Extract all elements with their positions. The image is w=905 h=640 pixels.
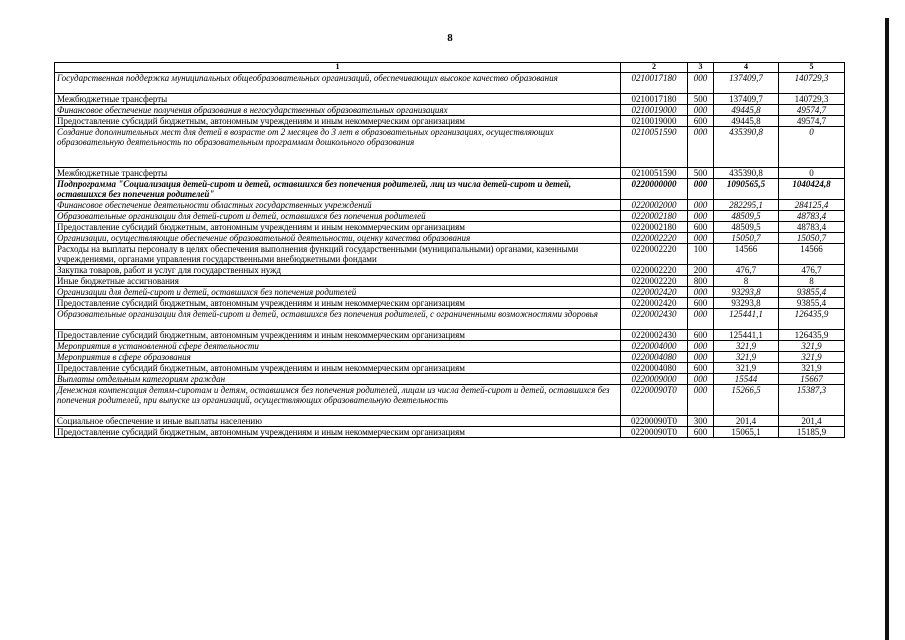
- table-row: [55, 309, 845, 330]
- row-value1-cell: 1090565,5: [714, 179, 779, 200]
- table-header-row: [55, 63, 845, 73]
- table-body: [55, 73, 845, 438]
- table-row: [55, 363, 845, 374]
- row-code-cell: 0210017180: [621, 94, 688, 105]
- row-value1-cell: 48509,5: [714, 222, 779, 233]
- row-value1-cell: 137409,7: [714, 94, 779, 105]
- row-code-cell: 0210017180: [621, 73, 688, 94]
- row-value2-cell: 321,9: [779, 341, 845, 352]
- row-type-cell: 800: [688, 276, 714, 287]
- table-row: [55, 211, 845, 222]
- row-value1-cell: 476,7: [714, 265, 779, 276]
- row-value1-cell: 125441,1: [714, 309, 779, 330]
- table-row: [55, 287, 845, 298]
- row-name-cell: Предоставление субсидий бюджетным, автономным учреждениям и иным некоммерческим организациям: [55, 116, 621, 127]
- table-row: [55, 265, 845, 276]
- row-value2-cell: 476,7: [779, 265, 845, 276]
- row-code-cell: 0220002420: [621, 298, 688, 309]
- table-row: [55, 330, 845, 341]
- row-code-cell: 0220002430: [621, 330, 688, 341]
- row-code-cell: 0210019000: [621, 105, 688, 116]
- row-value1-cell: 435390,8: [714, 127, 779, 168]
- row-code-cell: 0220004080: [621, 363, 688, 374]
- row-type-cell: 000: [688, 233, 714, 244]
- table-row: [55, 244, 845, 265]
- column-header-1: 1: [55, 63, 621, 73]
- table-row: [55, 94, 845, 105]
- row-value2-cell: 15050,7: [779, 233, 845, 244]
- row-type-cell: 600: [688, 222, 714, 233]
- row-type-cell: 000: [688, 309, 714, 330]
- table-row: [55, 276, 845, 287]
- row-type-cell: 000: [688, 127, 714, 168]
- row-code-cell: 0210051590: [621, 127, 688, 168]
- row-type-cell: 000: [688, 105, 714, 116]
- row-value1-cell: 282295,1: [714, 200, 779, 211]
- row-name-cell: Предоставление субсидий бюджетным, автономным учреждениям и иным некоммерческим организациям: [55, 330, 621, 341]
- row-value1-cell: 321,9: [714, 363, 779, 374]
- row-code-cell: 0210051590: [621, 168, 688, 179]
- row-type-cell: 000: [688, 374, 714, 385]
- row-value1-cell: 93293,8: [714, 298, 779, 309]
- row-value1-cell: 48509,5: [714, 211, 779, 222]
- row-name-cell: Мероприятия в сфере образования: [55, 352, 621, 363]
- row-value1-cell: 49445,8: [714, 116, 779, 127]
- table-row: [55, 168, 845, 179]
- row-name-cell: Предоставление субсидий бюджетным, автономным учреждениям и иным некоммерческим организациям: [55, 427, 621, 438]
- row-name-cell: Выплаты отдельным категориям граждан: [55, 374, 621, 385]
- row-type-cell: 000: [688, 287, 714, 298]
- row-name-cell: Межбюджетные трансферты: [55, 168, 621, 179]
- row-value2-cell: 0: [779, 168, 845, 179]
- row-type-cell: 200: [688, 265, 714, 276]
- table-row: [55, 222, 845, 233]
- row-code-cell: 02200090Т0: [621, 416, 688, 427]
- row-value2-cell: 140729,3: [779, 73, 845, 94]
- row-value1-cell: 15050,7: [714, 233, 779, 244]
- row-type-cell: 300: [688, 416, 714, 427]
- row-name-cell: Расходы на выплаты персоналу в целях обеспечения выполнения функций государственными (муниципальными) органами, казенными учреждениями, органами управления государственными внебюджетными фондами: [55, 244, 621, 265]
- row-type-cell: 600: [688, 363, 714, 374]
- row-value1-cell: 49445,8: [714, 105, 779, 116]
- row-name-cell: Государственная поддержка муниципальных общеобразовательных организаций, обеспечивающих высокое качество образования: [55, 73, 621, 94]
- row-name-cell: Закупка товаров, работ и услуг для государственных нужд: [55, 265, 621, 276]
- row-name-cell: Предоставление субсидий бюджетным, автономным учреждениям и иным некоммерческим организациям: [55, 222, 621, 233]
- row-value2-cell: 126435,9: [779, 330, 845, 341]
- row-type-cell: 000: [688, 211, 714, 222]
- row-type-cell: 000: [688, 200, 714, 211]
- row-code-cell: 0220002420: [621, 287, 688, 298]
- table-row: [55, 416, 845, 427]
- row-type-cell: 600: [688, 298, 714, 309]
- table-row: [55, 374, 845, 385]
- row-value1-cell: 15266,5: [714, 385, 779, 416]
- row-value2-cell: 49574,7: [779, 105, 845, 116]
- table-row: [55, 298, 845, 309]
- row-code-cell: 0220002220: [621, 276, 688, 287]
- row-code-cell: 0220004000: [621, 341, 688, 352]
- row-value1-cell: 15065,1: [714, 427, 779, 438]
- row-value2-cell: 93855,4: [779, 298, 845, 309]
- row-value2-cell: 0: [779, 127, 845, 168]
- row-value2-cell: 48783,4: [779, 222, 845, 233]
- row-value1-cell: 14566: [714, 244, 779, 265]
- row-name-cell: Финансовое обеспечение получения образования в негосударственных образовательных организациях: [55, 105, 621, 116]
- row-value1-cell: 321,9: [714, 341, 779, 352]
- row-code-cell: 0210019000: [621, 116, 688, 127]
- row-code-cell: 0220002430: [621, 309, 688, 330]
- row-value2-cell: 8: [779, 276, 845, 287]
- row-name-cell: Социальное обеспечение и иные выплаты населению: [55, 416, 621, 427]
- column-header-2: 2: [621, 63, 688, 73]
- row-name-cell: Образовательные организации для детей-сирот и детей, оставшихся без попечения родителей: [55, 211, 621, 222]
- row-value1-cell: 125441,1: [714, 330, 779, 341]
- row-value1-cell: 201,4: [714, 416, 779, 427]
- row-type-cell: 600: [688, 330, 714, 341]
- row-type-cell: 500: [688, 168, 714, 179]
- row-type-cell: 000: [688, 352, 714, 363]
- row-value2-cell: 126435,9: [779, 309, 845, 330]
- row-value2-cell: 140729,3: [779, 94, 845, 105]
- row-type-cell: 100: [688, 244, 714, 265]
- row-code-cell: 0220000000: [621, 179, 688, 200]
- row-code-cell: 0220002220: [621, 244, 688, 265]
- row-name-cell: Мероприятия в установленной сфере деятельности: [55, 341, 621, 352]
- row-value2-cell: 48783,4: [779, 211, 845, 222]
- row-value2-cell: 321,9: [779, 352, 845, 363]
- row-type-cell: 000: [688, 73, 714, 94]
- row-type-cell: 000: [688, 179, 714, 200]
- column-header-3: 3: [688, 63, 714, 73]
- table-row: [55, 73, 845, 94]
- table-row: [55, 116, 845, 127]
- row-value2-cell: 15387,3: [779, 385, 845, 416]
- row-name-cell: Иные бюджетные ассигнования: [55, 276, 621, 287]
- row-value2-cell: 284125,4: [779, 200, 845, 211]
- row-name-cell: Предоставление субсидий бюджетным, автономным учреждениям и иным некоммерческим организациям: [55, 363, 621, 374]
- row-type-cell: 000: [688, 341, 714, 352]
- page-number: 8: [447, 32, 453, 44]
- table-row: [55, 341, 845, 352]
- row-code-cell: 0220002000: [621, 200, 688, 211]
- table-row: [55, 105, 845, 116]
- row-type-cell: 500: [688, 94, 714, 105]
- row-value2-cell: 321,9: [779, 363, 845, 374]
- row-value2-cell: 15185,9: [779, 427, 845, 438]
- row-type-cell: 600: [688, 427, 714, 438]
- row-name-cell: Создание дополнительных мест для детей в возрасте от 2 месяцев до 3 лет в образовательных организациях, осуществляющих образовательную деятельность по образовательным программам дошкольного образования: [55, 127, 621, 168]
- table-row: [55, 127, 845, 168]
- row-value2-cell: 93855,4: [779, 287, 845, 298]
- table-row: [55, 233, 845, 244]
- budget-table: [54, 62, 845, 438]
- row-name-cell: Межбюджетные трансферты: [55, 94, 621, 105]
- row-value1-cell: 435390,8: [714, 168, 779, 179]
- row-value1-cell: 137409,7: [714, 73, 779, 94]
- column-header-5: 5: [779, 63, 845, 73]
- row-name-cell: Организации, осуществляющие обеспечение образовательной деятельности, оценку качества образования: [55, 233, 621, 244]
- row-value2-cell: 201,4: [779, 416, 845, 427]
- row-name-cell: Финансовое обеспечение деятельности областных государственных учреждений: [55, 200, 621, 211]
- row-name-cell: Предоставление субсидий бюджетным, автономным учреждениям и иным некоммерческим организациям: [55, 298, 621, 309]
- row-code-cell: 02200090Т0: [621, 385, 688, 416]
- row-code-cell: 0220002220: [621, 265, 688, 276]
- row-value1-cell: 8: [714, 276, 779, 287]
- row-value2-cell: 49574,7: [779, 116, 845, 127]
- row-value1-cell: 321,9: [714, 352, 779, 363]
- row-code-cell: 02200090Т0: [621, 427, 688, 438]
- row-name-cell: Подпрограмма "Социализация детей-сирот и детей, оставшихся без попечения родителей, лиц из числа детей-сирот и детей, оставшихся без попечения родителей": [55, 179, 621, 200]
- scan-edge-line: [885, 18, 889, 640]
- row-type-cell: 600: [688, 116, 714, 127]
- row-name-cell: Организации для детей-сирот и детей, оставшихся без попечения родителей: [55, 287, 621, 298]
- row-code-cell: 0220002180: [621, 211, 688, 222]
- row-type-cell: 000: [688, 385, 714, 416]
- row-value2-cell: 15667: [779, 374, 845, 385]
- row-code-cell: 0220004080: [621, 352, 688, 363]
- row-name-cell: Денежная компенсация детям-сиротам и детям, оставшимся без попечения родителей, лицам из числа детей-сирот и детей, оставшихся без попечения родителей, при выпуске из организаций, осуществляющих образовательную деятельность: [55, 385, 621, 416]
- table-row: [55, 179, 845, 200]
- row-value1-cell: 15544: [714, 374, 779, 385]
- row-value2-cell: 1040424,8: [779, 179, 845, 200]
- table-row: [55, 427, 845, 438]
- table-row: [55, 200, 845, 211]
- table-row: [55, 385, 845, 416]
- row-code-cell: 0220002220: [621, 233, 688, 244]
- row-name-cell: Образовательные организации для детей-сирот и детей, оставшихся без попечения родителей, с ограниченными возможностями здоровья: [55, 309, 621, 330]
- row-value2-cell: 14566: [779, 244, 845, 265]
- row-code-cell: 0220002180: [621, 222, 688, 233]
- row-code-cell: 0220009000: [621, 374, 688, 385]
- table-row: [55, 352, 845, 363]
- column-header-4: 4: [714, 63, 779, 73]
- row-value1-cell: 93293,8: [714, 287, 779, 298]
